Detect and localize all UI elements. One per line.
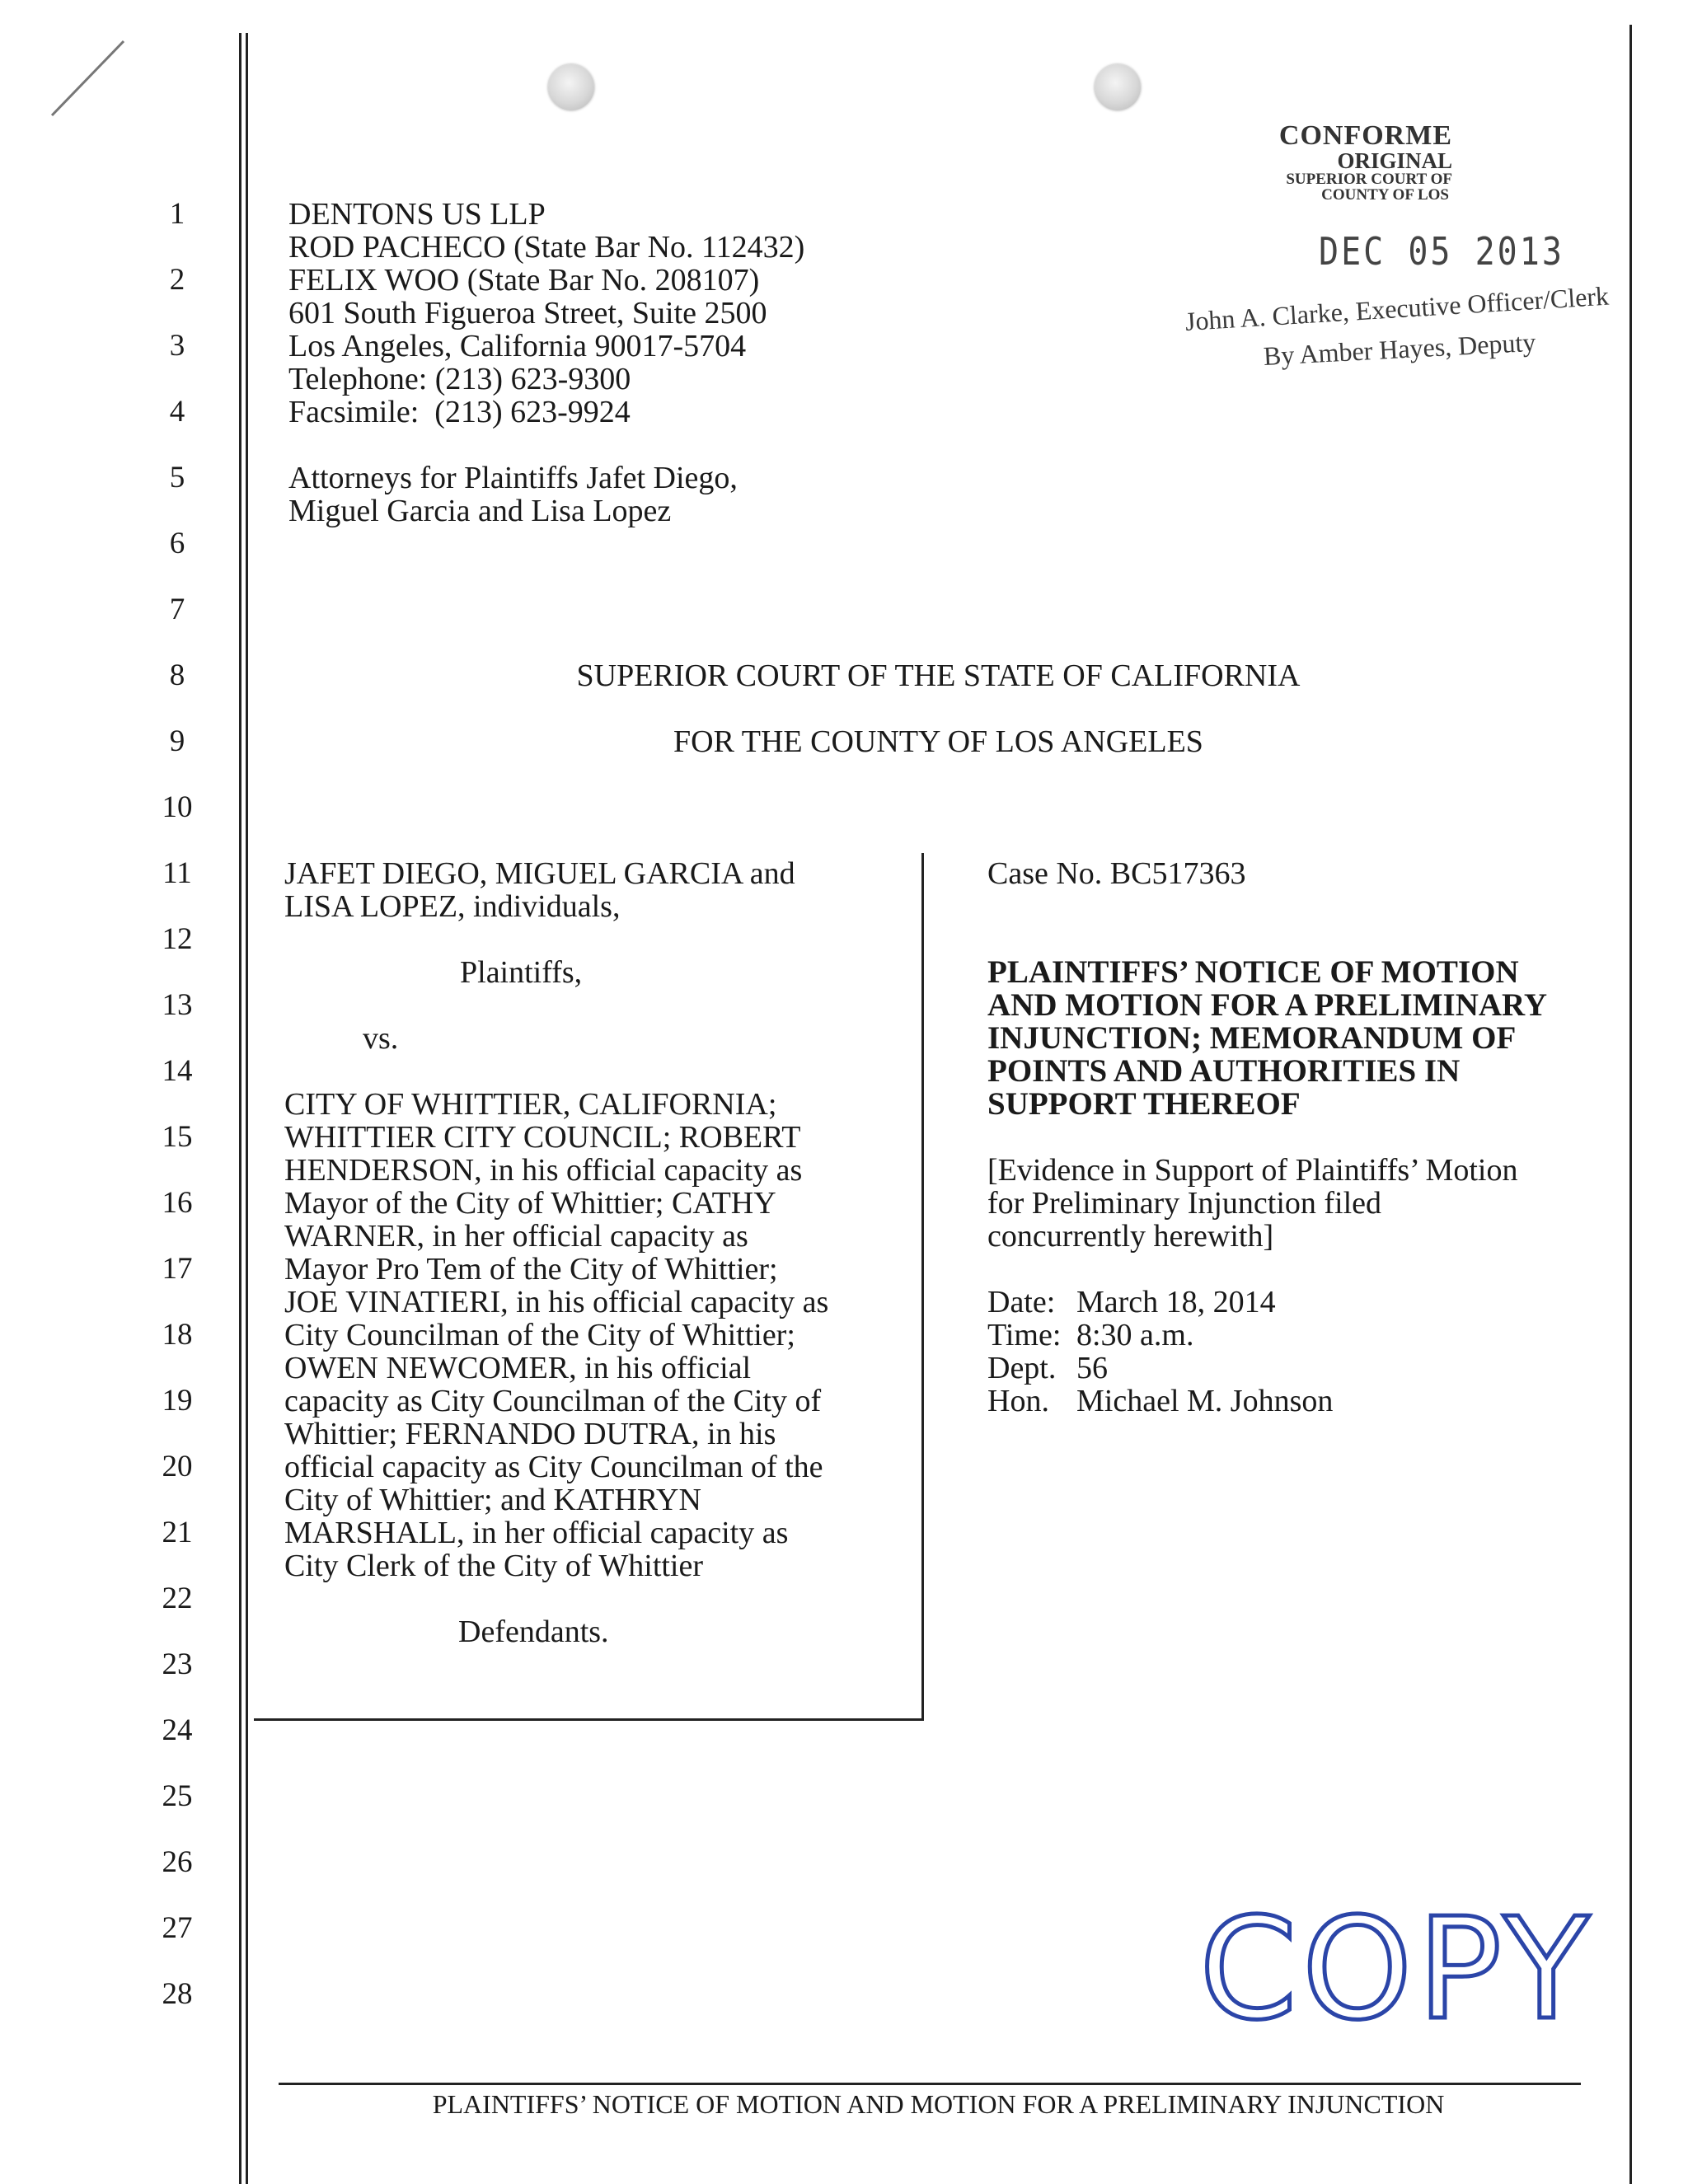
punch-hole-left xyxy=(548,64,594,110)
case-number: Case No. BC517363 xyxy=(987,856,1246,891)
document-title xyxy=(987,956,1547,1121)
line-number: 6 xyxy=(169,527,185,560)
hearing-value: Michael M. Johnson xyxy=(1076,1384,1334,1418)
counsel-facsimile: Facsimile: (213) 623-9924 xyxy=(288,395,631,429)
caption-line: JOE VINATIERI, in his official capacity as xyxy=(284,1285,829,1319)
stamp-line: SUPERIOR COURT OF xyxy=(1286,171,1452,188)
caption-line: WHITTIER CITY COUNCIL; ROBERT xyxy=(284,1120,801,1155)
versus: vs. xyxy=(363,1021,399,1056)
caption-line: Mayor of the City of Whittier; CATHY xyxy=(284,1186,776,1221)
caption-line: HENDERSON, in his official capacity as xyxy=(284,1153,803,1188)
caption-line: Whittier; FERNANDO DUTRA, in his xyxy=(284,1417,776,1451)
hearing-row xyxy=(987,1319,1333,1352)
caption-line: JAFET DIEGO, MIGUEL GARCIA and xyxy=(284,856,795,891)
caption-line: City of Whittier; and KATHRYN xyxy=(284,1483,701,1517)
line-number: 2 xyxy=(169,263,185,297)
caption-line: LISA LOPEZ, individuals, xyxy=(284,889,621,924)
line-number: 21 xyxy=(162,1516,193,1549)
copy-stamp: COPY xyxy=(1199,1888,1595,2051)
hearing-row xyxy=(987,1352,1333,1385)
plaintiff-names xyxy=(284,857,795,923)
counsel-telephone: Telephone: (213) 623-9300 xyxy=(288,362,631,396)
stamp-date: DEC 05 2013 xyxy=(1319,230,1564,274)
left-margin-rule-2 xyxy=(246,33,248,2184)
counsel-block xyxy=(288,198,804,429)
line-number: 15 xyxy=(162,1120,193,1154)
line-number: 17 xyxy=(162,1252,193,1286)
hearing-label: Dept. xyxy=(987,1351,1057,1385)
line-number: 16 xyxy=(162,1186,193,1220)
line-number: 9 xyxy=(169,724,185,758)
line-number: 22 xyxy=(162,1582,193,1615)
line-number: 7 xyxy=(169,593,185,626)
conformed-stamp xyxy=(1170,122,1517,203)
line-number: 26 xyxy=(162,1845,193,1879)
punch-hole-right xyxy=(1095,64,1141,110)
footer-title: PLAINTIFFS’ NOTICE OF MOTION AND MOTION FOR A PRELIMINARY INJUNCTION xyxy=(432,2089,1445,2119)
caption-line: CITY OF WHITTIER, CALIFORNIA; xyxy=(284,1087,777,1122)
line-number: 20 xyxy=(162,1450,193,1483)
caption-line: capacity as City Councilman of the City of xyxy=(284,1384,822,1418)
evidence-note xyxy=(987,1154,1517,1253)
counsel-address: 601 South Figueroa Street, Suite 2500 xyxy=(288,296,767,330)
caption-line: City Councilman of the City of Whittier; xyxy=(284,1318,795,1352)
line-number: 18 xyxy=(162,1318,193,1352)
line-number: 28 xyxy=(162,1977,193,2011)
title-line: INJUNCTION; MEMORANDUM OF xyxy=(987,1020,1517,1056)
plaintiffs-label: Plaintiffs, xyxy=(460,955,583,990)
counsel-line: ROD PACHECO (State Bar No. 112432) xyxy=(288,230,805,265)
caption-line: official capacity as City Councilman of the xyxy=(284,1450,823,1484)
attorneys-for xyxy=(288,462,738,527)
line-number: 25 xyxy=(162,1779,193,1813)
stamp-line: ORIGINAL xyxy=(1337,148,1452,173)
stamp-line: COUNTY OF LOS xyxy=(1321,186,1449,204)
caption-line: Mayor Pro Tem of the City of Whittier; xyxy=(284,1252,778,1286)
evidence-line: [Evidence in Support of Plaintiffs’ Motion xyxy=(987,1153,1518,1188)
hearing-value: March 18, 2014 xyxy=(1076,1285,1276,1319)
title-line: SUPPORT THEREOF xyxy=(987,1086,1301,1122)
caption-line: City Clerk of the City of Whittier xyxy=(284,1549,704,1583)
defendant-names xyxy=(284,1088,828,1582)
line-number: 3 xyxy=(169,329,185,363)
line-number: 14 xyxy=(162,1054,193,1088)
hearing-info xyxy=(987,1286,1333,1418)
line-number: 23 xyxy=(162,1647,193,1681)
hearing-value: 56 xyxy=(1076,1351,1108,1385)
evidence-line: concurrently herewith] xyxy=(987,1219,1274,1254)
left-margin-rule-1 xyxy=(239,33,241,2184)
right-margin-rule xyxy=(1629,25,1632,2184)
title-line: POINTS AND AUTHORITIES IN xyxy=(987,1053,1461,1089)
counsel-line: FELIX WOO (State Bar No. 208107) xyxy=(288,263,760,298)
footer-rule xyxy=(279,2083,1581,2085)
court-name: SUPERIOR COURT OF THE STATE OF CALIFORNIA xyxy=(576,658,1301,693)
line-number: 24 xyxy=(162,1713,193,1747)
caption-line: MARSHALL, in her official capacity as xyxy=(284,1516,789,1550)
evidence-line: for Preliminary Injunction filed xyxy=(987,1186,1382,1221)
stamp-clerk: John A. Clarke, Executive Officer/Clerk xyxy=(1184,280,1610,336)
caption-bottom-rule xyxy=(254,1718,924,1721)
line-number: 13 xyxy=(162,988,193,1022)
title-line: PLAINTIFFS’ NOTICE OF MOTION xyxy=(987,954,1519,990)
line-number: 8 xyxy=(169,658,185,692)
hearing-row xyxy=(987,1385,1333,1418)
line-number: 1 xyxy=(169,197,185,231)
line-number: 11 xyxy=(162,856,192,890)
pencil-mark xyxy=(45,33,136,124)
caption-line: WARNER, in her official capacity as xyxy=(284,1219,748,1254)
line-number: 27 xyxy=(162,1911,193,1945)
line-number: 10 xyxy=(162,790,193,824)
attorneys-for-line: Miguel Garcia and Lisa Lopez xyxy=(288,494,672,528)
hearing-label: Time: xyxy=(987,1318,1062,1352)
stamp-line: CONFORME xyxy=(1278,120,1452,151)
title-line: AND MOTION FOR A PRELIMINARY xyxy=(987,987,1547,1023)
hearing-row xyxy=(987,1286,1333,1319)
line-number: 5 xyxy=(169,461,185,494)
caption-line: OWEN NEWCOMER, in his official xyxy=(284,1351,752,1385)
stamp-deputy: By Amber Hayes, Deputy xyxy=(1263,326,1537,371)
caption-divider xyxy=(921,853,924,1720)
hearing-value: 8:30 a.m. xyxy=(1076,1318,1194,1352)
line-number: 12 xyxy=(162,922,193,956)
firm-name: DENTONS US LLP xyxy=(288,197,546,232)
counsel-address: Los Angeles, California 90017-5704 xyxy=(288,329,747,363)
court-county: FOR THE COUNTY OF LOS ANGELES xyxy=(673,724,1203,759)
line-number: 4 xyxy=(169,395,185,429)
attorneys-for-line: Attorneys for Plaintiffs Jafet Diego, xyxy=(288,461,738,495)
hearing-label: Date: xyxy=(987,1285,1056,1319)
hearing-label: Hon. xyxy=(987,1384,1049,1418)
line-number: 19 xyxy=(162,1384,193,1418)
defendants-label: Defendants. xyxy=(458,1615,609,1649)
